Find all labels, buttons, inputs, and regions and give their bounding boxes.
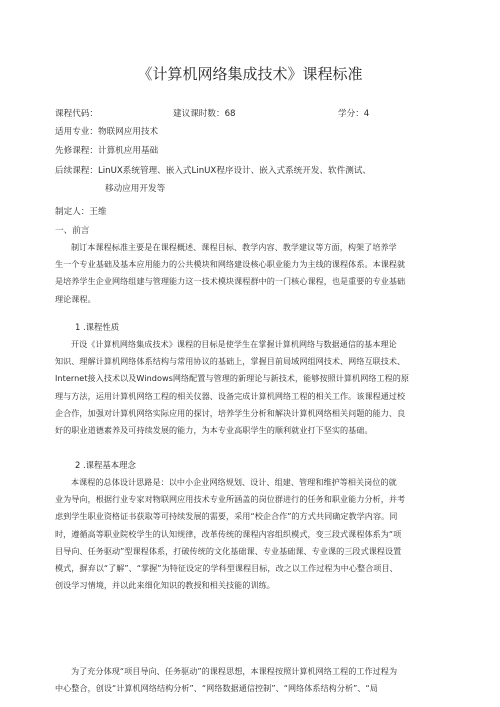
paragraph-line: 创设学习情境，并以此来细化知识的教授和相关技能的训练。: [55, 580, 275, 591]
followup-courses-continued: 移动应用开发等: [105, 184, 166, 194]
paragraph-line: 时，遵循高等职业院校学生的认知规律，改革传统的课程内容组织模式，变三段式课程体系为“项: [55, 528, 402, 539]
paragraph-line: 开设《计算机网络集成技术》课程的目标是使学生在掌握计算机网络与数据通信的基本理论: [71, 339, 397, 349]
paragraph-line: 理与方法，运用计算机网络工程的相关仪器、设备完成计算机网络工程的相关工作。该课程通过校: [55, 390, 406, 401]
applicable-major: 适用专业：物联网应用技术: [55, 127, 159, 137]
paragraph-line: 目导向、任务驱动”型课程体系，打破传统的文化基础课、专业基础课、专业课的三段式课程设置: [55, 545, 402, 556]
preface-paragraph: [55, 239, 450, 308]
section-heading-concept: 2 .课程基本理念: [75, 460, 136, 470]
final-paragraph: [55, 663, 450, 697]
prerequisite-course: 先修课程：计算机应用基础: [55, 146, 159, 156]
followup-courses: 后续课程：LinUX系统管理、嵌入式LinUX程序设计、嵌入式系统开发、软件测试、: [55, 166, 372, 176]
section-heading-nature: 1 .课程性质: [75, 322, 120, 332]
paragraph-line: 模式，摒弃以“了解”、“掌握”为特征设定的学科型课程目标，改之以工作过程为中心整合项目、: [55, 563, 398, 574]
paragraph-line: 知识、理解计算机网络体系结构与常用协议的基础上，掌握目前局域网组网技术、网络互联技术、: [55, 356, 406, 367]
paragraph-line: 本课程的总体设计思路是：以中小企业网络规划、设计、组建、管理和维护等相关岗位的就: [71, 477, 397, 487]
suggested-hours: 建议课时数：68: [173, 109, 236, 119]
paragraph-line: 企合作，加强对计算机网络实际应用的探讨，培养学生分析和解决计算机网络相关问题的能力、良: [55, 407, 406, 418]
paragraph-line: 生一个专业基础及基本应用能力的公共模块和网络建设核心职业能力为主线的课程体系。本课程就: [55, 259, 406, 270]
credits: 学分：4: [338, 109, 370, 119]
section-heading-preface: 一、前言: [55, 226, 90, 236]
paragraph-line: 好的职业道德素养及可持续发展的能力，为本专业高职学生的顺利就业打下坚实的基础。: [55, 425, 373, 436]
concept-paragraph: [55, 474, 450, 594]
paragraph-line: 制订本课程标准主要是在课程概述、课程目标、教学内容、教学建议等方面，构架了培养学: [71, 242, 397, 252]
paragraph-line: 中心整合，创设“计算机网络结构分析”、“网络数据通信控制”、“网络体系结构分析”、“局: [55, 683, 378, 694]
paragraph-line: 虑到学生职业资格证书获取等可持续发展的需要，采用“校企合作”的方式共同确定教学内容。同: [55, 511, 398, 522]
paragraph-line: 为了充分体现“项目导向、任务驱动”的课程思想，本课程按照计算机网络工程的工作过程为: [71, 666, 398, 676]
paragraph-line: Internet接入技术以及Windows网络配置与管理的新理论与新技术，能够按照计算机网络工程的原: [55, 373, 410, 384]
paragraph-line: 业为导向，根据行业专家对物联网应用技术专业所涵盖的岗位群进行的任务和职业能力分析，并考: [55, 494, 406, 505]
nature-paragraph: [55, 336, 450, 439]
course-code-label: 课程代码：: [55, 109, 98, 119]
author: 制定人：王维: [55, 207, 107, 217]
paragraph-line: 理论课程。: [55, 293, 96, 304]
paragraph-line: 是培养学生企业网络组建与管理能力这一技术模块课程群中的一门核心课程，也是重要的专业基础: [55, 276, 406, 287]
page-title: 《计算机网络集成技术》课程标准: [137, 65, 363, 83]
